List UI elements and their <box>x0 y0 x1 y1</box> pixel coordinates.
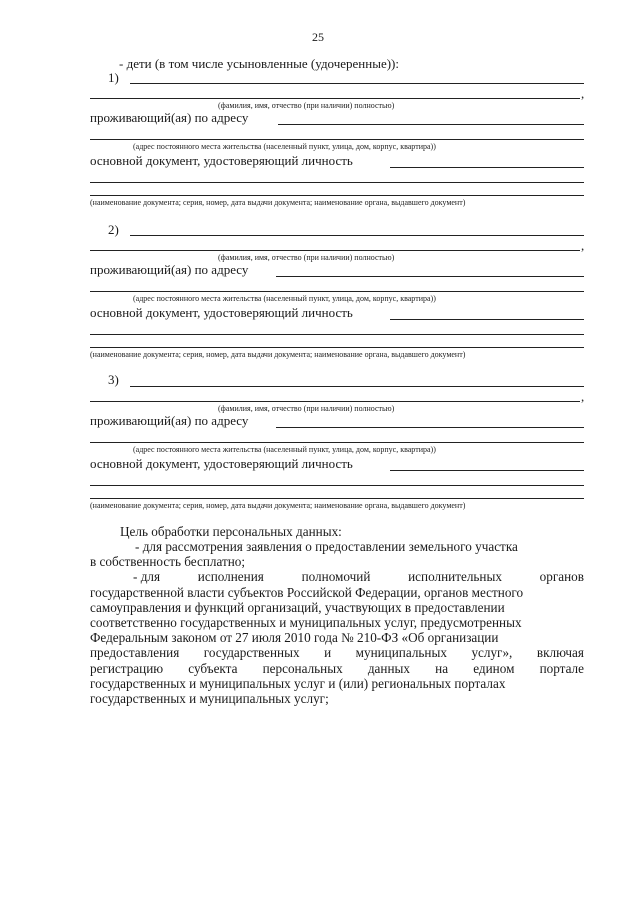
child-2-doc-label: основной документ, удостоверяющий личность <box>90 305 353 320</box>
item2-line7-words-0: регистрацию <box>90 660 164 676</box>
child-2-address-label: проживающий(ая) по адресу <box>90 262 249 277</box>
child-2-address-caption: (адрес постоянного места жительства (населенный пункт, улица, дом, корпус, квартира)) <box>133 294 436 303</box>
child-3-address-line-1[interactable] <box>276 427 584 428</box>
purpose-item1-line1-text: - для рассмотрения заявления о предоставлении земельного участка <box>135 539 518 554</box>
child-1-number: 1) <box>108 70 119 85</box>
child-1-doc-label: основной документ, удостоверяющий личность <box>90 153 353 168</box>
child-2-doc-caption: (наименование документа; серия, номер, дата выдачи документа; наименование органа, выдавшего документ) <box>90 350 466 359</box>
child-1-doc-line-3[interactable] <box>90 195 584 196</box>
child-2-number: 2) <box>108 222 119 237</box>
child-2-comma: , <box>581 238 585 253</box>
child-1-address-line-1[interactable] <box>278 124 584 125</box>
child-3-fio-caption: (фамилия, имя, отчество (при наличии) полностью) <box>218 404 395 413</box>
purpose-item2-line2: государственной власти субъектов Российской Федерации, органов местного <box>90 584 524 600</box>
child-2-fio-line-1[interactable] <box>130 235 584 236</box>
purpose-item2-line3: самоуправления и функций организаций, участвующих в предоставлении <box>90 599 505 615</box>
purpose-item2-line7 <box>90 661 584 676</box>
child-3-address-line-2[interactable] <box>90 442 584 443</box>
child-2-doc-line-3[interactable] <box>90 347 584 348</box>
purpose-item2-line1 <box>90 569 584 584</box>
purpose-item2-line8: государственных и муниципальных услуг и (или) региональных порталах <box>90 675 506 691</box>
child-2-address-line-2[interactable] <box>90 291 584 292</box>
child-3-fio-line-1[interactable] <box>130 386 584 387</box>
purpose-item2-line4: соответственно государственных и муниципальных услуг, предусмотренных <box>90 615 522 631</box>
purpose-item1-line2: в собственность бесплатно; <box>90 554 246 570</box>
purpose-text <box>90 539 584 706</box>
child-1-address-caption: (адрес постоянного места жительства (населенный пункт, улица, дом, корпус, квартира)) <box>133 142 436 151</box>
child-1-address-line-2[interactable] <box>90 139 584 140</box>
page-number: 25 <box>312 30 324 44</box>
child-3-doc-line-2[interactable] <box>90 485 584 486</box>
child-2-fio-line-2[interactable] <box>90 250 580 251</box>
purpose-item2-line9: государственных и муниципальных услуг; <box>90 691 329 707</box>
child-3-number: 3) <box>108 372 119 387</box>
item2-line7-words-4: на <box>435 660 449 676</box>
item2-line1-words-3: исполнительных <box>408 569 502 585</box>
child-3-address-label: проживающий(ая) по адресу <box>90 413 249 428</box>
item2-line6-words-3: муниципальных <box>355 645 447 661</box>
item2-line1-words-1: исполнения <box>197 569 264 585</box>
child-1-fio-line-1[interactable] <box>130 83 584 84</box>
item2-line7-words-5: едином <box>473 660 515 676</box>
item2-line1-words-2: полномочий <box>301 569 371 585</box>
item2-line7-words-1: субъекта <box>188 660 238 676</box>
child-3-doc-label: основной документ, удостоверяющий личность <box>90 456 353 471</box>
item2-line1-words-4: органов <box>539 569 584 585</box>
child-2-doc-line-1[interactable] <box>390 319 584 320</box>
item2-line6-words-5: включая <box>536 645 584 661</box>
child-3-fio-line-2[interactable] <box>90 401 580 402</box>
child-1-doc-line-1[interactable] <box>390 167 584 168</box>
child-1-doc-caption: (наименование документа; серия, номер, дата выдачи документа; наименование органа, выдавшего документ) <box>90 198 466 207</box>
purpose-title: Цель обработки персональных данных: <box>120 524 342 539</box>
child-3-comma: , <box>581 389 585 404</box>
item2-line6-words-4: услуг», <box>471 645 513 661</box>
child-2-fio-caption: (фамилия, имя, отчество (при наличии) полностью) <box>218 253 395 262</box>
children-intro: - дети (в том числе усыновленные (удочеренные)): <box>119 56 399 71</box>
child-1-comma: , <box>581 86 585 101</box>
child-1-address-label: проживающий(ая) по адресу <box>90 110 249 125</box>
item2-line7-words-2: персональных <box>262 660 343 676</box>
purpose-item2-line6 <box>90 645 584 660</box>
child-2-address-line-1[interactable] <box>276 276 584 277</box>
child-2-doc-line-2[interactable] <box>90 334 584 335</box>
item2-line1-words-0: - для <box>133 569 161 585</box>
item2-line6-words-0: предоставления <box>90 645 180 661</box>
item2-line6-words-2: и <box>324 645 332 661</box>
item2-line7-words-3: данных <box>367 660 410 676</box>
child-1-doc-line-2[interactable] <box>90 182 584 183</box>
purpose-item1-line1 <box>135 539 584 554</box>
child-3-address-caption: (адрес постоянного места жительства (населенный пункт, улица, дом, корпус, квартира)) <box>133 445 436 454</box>
child-1-fio-line-2[interactable] <box>90 98 580 99</box>
purpose-item2-line5: Федеральным законом от 27 июля 2010 года № 210-ФЗ «Об организации <box>90 630 499 646</box>
child-3-doc-caption: (наименование документа; серия, номер, дата выдачи документа; наименование органа, выдавшего документ) <box>90 501 466 510</box>
child-3-doc-line-1[interactable] <box>390 470 584 471</box>
item2-line6-words-1: государственных <box>203 645 300 661</box>
child-3-doc-line-3[interactable] <box>90 498 584 499</box>
item2-line7-words-6: портале <box>539 660 584 676</box>
child-1-fio-caption: (фамилия, имя, отчество (при наличии) полностью) <box>218 101 395 110</box>
